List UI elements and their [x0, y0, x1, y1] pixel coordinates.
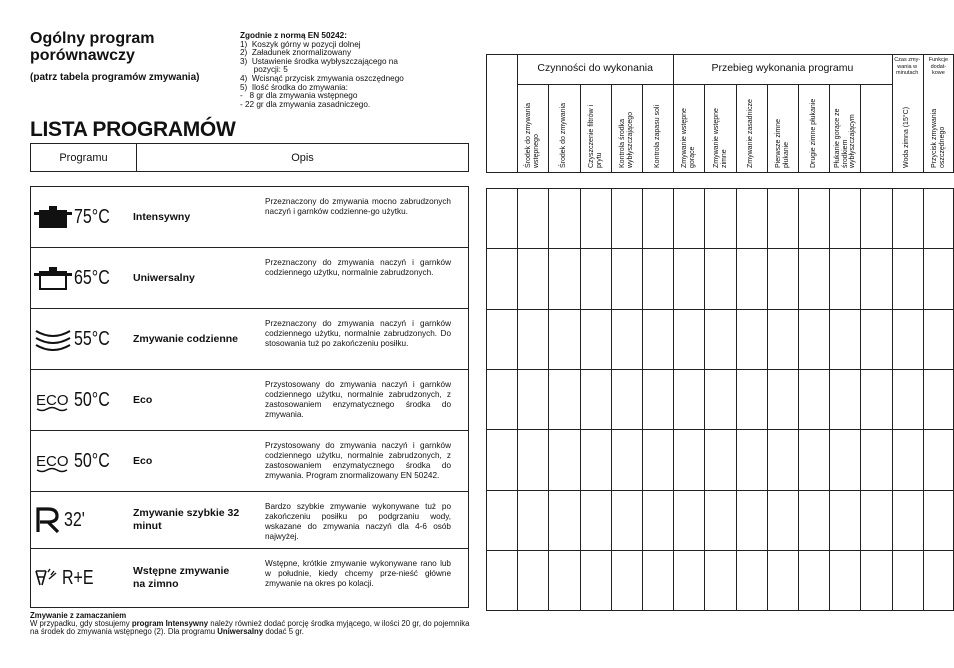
- program-symbol: [34, 187, 129, 247]
- program-description: Bardzo szybkie zmywanie wykonywane tuż po zakończeniu posiłku po podgrzaniu wody, wskazane do zmywania naczyń dla 4-6 osób najwyżej.: [265, 502, 451, 541]
- program-temperature: 32': [64, 508, 85, 531]
- program-temperature: R+E: [62, 566, 94, 589]
- norm-notes: [240, 32, 470, 109]
- footnote-bold-a: program Intensywny: [131, 619, 209, 629]
- grid-line: [923, 188, 924, 610]
- rapid-icon: [34, 506, 62, 534]
- grid-line: [580, 188, 581, 610]
- column-header: Pierwsze zimne płukanie: [774, 118, 790, 168]
- pot-outline-icon: [34, 265, 72, 291]
- footnote-bold-b: Uniwersalny: [217, 627, 264, 637]
- norm-line: 5) Ilość środka do zmywania:: [240, 82, 348, 92]
- page-subtitle: (patrz tabela programów zmywania): [30, 72, 200, 83]
- grid-line: [767, 188, 768, 610]
- grid-line: [736, 84, 737, 172]
- norm-line: pozycji: 5: [240, 65, 288, 75]
- column-header: Zmywanie wstępne gorące: [681, 108, 696, 168]
- grid-row-line: [486, 369, 954, 370]
- program-table: [30, 186, 469, 608]
- footnote-title: Zmywanie z zamaczaniem: [30, 611, 127, 620]
- program-temperature: 65°C: [74, 266, 110, 289]
- grid-line: [860, 84, 861, 172]
- program-temperature: 55°C: [74, 327, 110, 350]
- grid-line: [829, 188, 830, 610]
- norm-line: - 22 gr dla zmywania zasadniczego.: [240, 99, 371, 109]
- program-name: Wstępne zmywanie na zimno: [133, 565, 230, 590]
- eco-icon: [34, 387, 72, 413]
- program-row: [31, 248, 468, 309]
- grid-row-line: [486, 429, 954, 430]
- norm-line: 2) Załadunek znormalizowany: [240, 48, 352, 58]
- grid-line: [860, 188, 861, 610]
- column-header: Czyszczenie filtrów i prytu: [587, 104, 603, 168]
- program-symbol: [34, 248, 129, 308]
- program-description: Przystosowany do zmywania naczyń i garnków codziennego użytku, normalnie zabrudzonych, z zastosowaniem enzymatycznego środka do zmywania.: [265, 380, 451, 419]
- column-header: Środek do zmywania: [560, 103, 568, 168]
- grid-line: [673, 188, 674, 610]
- grid-line: [548, 188, 549, 610]
- grid-border: [486, 172, 954, 173]
- grid-line: [580, 84, 581, 172]
- grid-row-line: [486, 248, 954, 249]
- program-symbol: [34, 431, 129, 491]
- grid-line: [798, 188, 799, 610]
- grid-border: [486, 54, 954, 55]
- grid-line: [486, 188, 487, 610]
- grid-line: [704, 84, 705, 172]
- svg-text:ECO: ECO: [36, 453, 69, 470]
- program-description: Przeznaczony do zmywania naczyń i garnków codziennego użytku, normalnie zabrudzonych. Do stosowania tuż po zakończeniu posiłku.: [265, 319, 451, 348]
- column-header: Płukanie gorące ze środkiem wybłyszczającym: [833, 108, 856, 168]
- program-symbol: [34, 370, 129, 430]
- program-temperature: 75°C: [74, 205, 110, 228]
- program-row: [31, 370, 468, 431]
- grid-line: [892, 188, 893, 610]
- col-time-header: Czas zmy- wania w minutach: [894, 57, 921, 76]
- grid-row-line: [486, 490, 954, 491]
- program-name: Eco: [133, 393, 153, 406]
- column-header: Kontrola środka wybłyszczającego: [618, 111, 634, 168]
- column-header: Woda zimna (15°C): [903, 106, 911, 168]
- norm-title: Zgodnie z normą EN 50242:: [240, 31, 347, 40]
- program-row: [31, 549, 468, 607]
- grid-line: [829, 84, 830, 172]
- program-description: Przeznaczony do zmywania mocno zabrudzonych naczyń i garnków codzienne-go użytku.: [265, 197, 451, 216]
- group-actions-header: Czynności do wykonania: [537, 62, 653, 74]
- column-header: Drugie zimne płukanie: [809, 98, 817, 168]
- program-description: Przystosowany do zmywania naczyń i garnków codziennego użytku, normalnie zabrudzonych, z zastosowaniem enzymatycznego środka do zmywania. Program znormalizowany EN 50242.: [265, 441, 451, 480]
- grid-line: [736, 188, 737, 610]
- svg-text:ECO: ECO: [36, 392, 69, 409]
- footnote: [30, 612, 470, 637]
- program-description: Wstępne, krótkie zmywanie wykonywane rano lub w południe, kiedy chcemy prze-nieść główne zmywanie na okres po kolacji.: [265, 559, 451, 588]
- col-extra-header: Funkcje dodat- kowe: [928, 57, 949, 76]
- col-program-header: Programu: [31, 144, 137, 171]
- program-name: Intensywny: [133, 210, 191, 223]
- footnote-text-a: W przypadku, gdy stosujemy: [30, 619, 132, 629]
- program-name: Eco: [133, 454, 153, 467]
- program-row: [31, 492, 468, 549]
- grid-row-line: [486, 309, 954, 310]
- grid-row-line: [486, 188, 954, 189]
- norm-line: - 8 gr dla zmywania wstępnego: [240, 91, 358, 101]
- column-header: Kontrola zapasu soli: [653, 104, 661, 168]
- grid-line: [798, 84, 799, 172]
- footnote-text-c: dodać 5 gr.: [263, 627, 304, 637]
- eco-icon: [34, 448, 72, 474]
- footnote-text: [30, 620, 470, 636]
- column-header: Zmywanie zasadnicze: [747, 99, 755, 168]
- grid-line: [767, 84, 768, 172]
- grid-line: [611, 84, 612, 172]
- page-title: Ogólny program porównawczy: [30, 30, 155, 64]
- program-symbol: [34, 309, 129, 369]
- grid-row-line: [486, 550, 954, 551]
- column-header: Środek do zmywania wstępnego: [525, 103, 540, 168]
- grid-line: [517, 188, 518, 610]
- norm-line: 4) Wcisnąć przycisk zmywania oszczędnego: [240, 73, 404, 83]
- program-name: Uniwersalny: [133, 271, 195, 284]
- grid-line: [704, 188, 705, 610]
- prewash-icon: [34, 567, 60, 589]
- norm-line: 1) Koszyk górny w pozycji dolnej: [240, 39, 361, 49]
- group-progress-header: Przebieg wykonania programu: [711, 62, 854, 74]
- footnote-text-b: należy również dodać porcję środka myjącego, w ilości 20 gr, do pojemnika na środek do zmywania wstępnego (2). Dla programu: [30, 619, 470, 637]
- program-row: [31, 431, 468, 492]
- program-table-header: [30, 143, 469, 172]
- grid-line: [611, 188, 612, 610]
- col-desc-header: Opis: [291, 151, 314, 164]
- program-temperature: 50°C: [74, 449, 110, 472]
- program-name: Zmywanie szybkie 32 minut: [133, 507, 240, 532]
- program-description: Przeznaczony do zmywania naczyń i garnków codziennego użytku, normalnie zabrudzonych.: [265, 258, 451, 277]
- pot-solid-icon: [34, 204, 72, 230]
- grid-line: [548, 84, 549, 172]
- program-temperature: 50°C: [74, 388, 110, 411]
- grid-row-line: [486, 610, 954, 611]
- program-symbol: [34, 549, 129, 607]
- grid-line: [642, 84, 643, 172]
- norm-line: 3) Ustawienie środka wybłyszczającego na: [240, 56, 398, 66]
- column-header: Przycisk zmywania oszczędnego: [930, 108, 946, 168]
- program-row: [31, 309, 468, 370]
- plates-icon: [34, 327, 72, 351]
- program-name: Zmywanie codzienne: [133, 332, 239, 345]
- grid-line: [642, 188, 643, 610]
- column-header: Zmywanie wstępne zimne: [712, 108, 727, 168]
- program-row: [31, 187, 468, 248]
- program-symbol: [34, 492, 129, 548]
- grid-line: [486, 54, 487, 172]
- program-list-title: LISTA PROGRAMÓW: [30, 118, 236, 141]
